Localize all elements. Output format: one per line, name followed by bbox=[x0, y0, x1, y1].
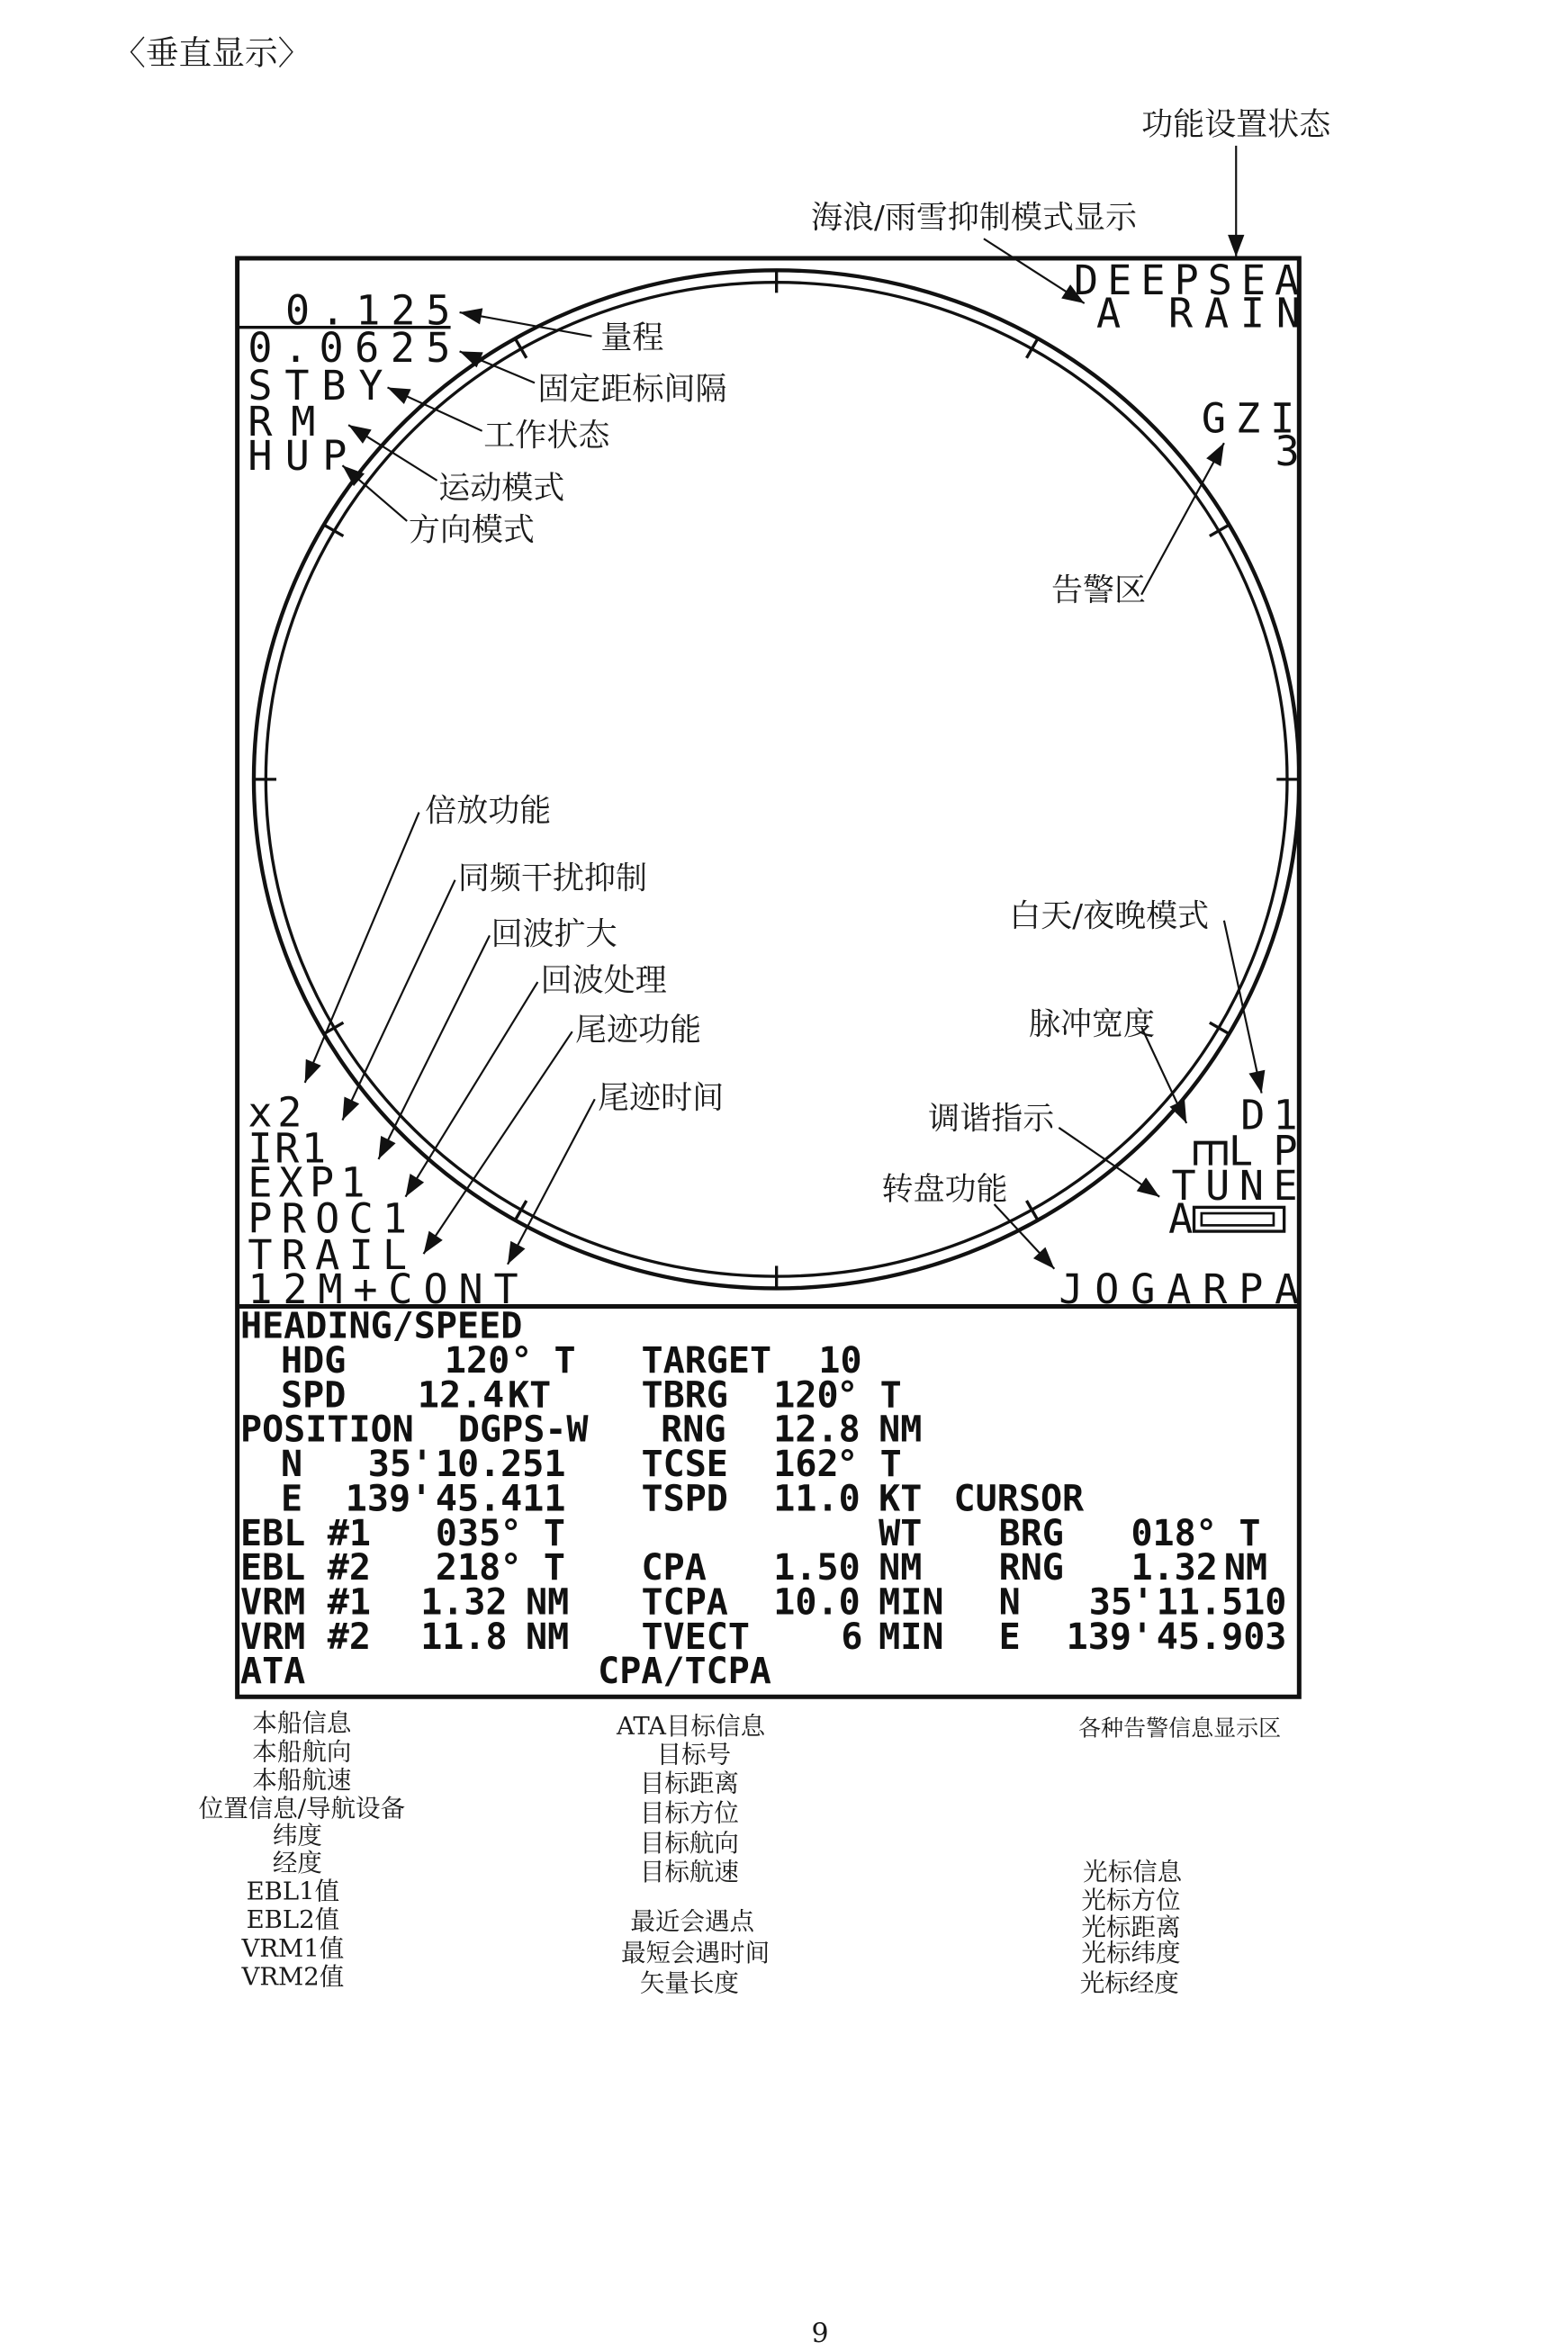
callout-alarm-zone: 告警区 bbox=[1051, 572, 1147, 609]
arrow-zoom-function bbox=[305, 813, 419, 1083]
legend-item: 本船航速 bbox=[252, 1766, 352, 1796]
ebl2-value: 218 bbox=[435, 1547, 501, 1589]
trng-unit: NM bbox=[879, 1409, 923, 1451]
vrm1-label: VRM bbox=[239, 1581, 306, 1624]
jog-dial-value: JOGARPA bbox=[1059, 1265, 1300, 1314]
motion-mode-value: RM bbox=[248, 397, 316, 446]
tuning-bar-level bbox=[1202, 1213, 1274, 1225]
bearing-ring-tick bbox=[516, 340, 527, 358]
legend-item: 位置信息/导航设备 bbox=[198, 1794, 406, 1823]
page-number: 9 bbox=[811, 2318, 829, 2350]
tvect-unit: MIN bbox=[879, 1616, 944, 1658]
legend-item: EBL1值 bbox=[246, 1877, 340, 1906]
own-lon-label: E bbox=[281, 1478, 303, 1520]
vrm1-index: #1 bbox=[327, 1581, 371, 1624]
callout-fixed-ring-interval: 固定距标间隔 bbox=[537, 370, 727, 408]
pulse-width-value: LP bbox=[1228, 1127, 1298, 1175]
legend-item: 目标航速 bbox=[639, 1857, 739, 1886]
bearing-ring-outer bbox=[254, 270, 1299, 1288]
arrow-echo-processing bbox=[406, 982, 538, 1197]
vrm1-value: 1.32 bbox=[420, 1581, 508, 1624]
cursor-brg-label: BRG bbox=[998, 1512, 1064, 1554]
trail-value: TRAIL bbox=[248, 1230, 408, 1279]
legend-item: VRM1值 bbox=[241, 1933, 345, 1963]
orientation-mode-value: HUP bbox=[248, 432, 347, 481]
callout-function-setting-status: 功能设置状态 bbox=[1141, 106, 1331, 144]
echo-stretch-value: EXP1 bbox=[248, 1158, 365, 1207]
bearing-ring-ticks bbox=[256, 272, 1298, 1287]
callout-echo-processing: 回波处理 bbox=[540, 962, 667, 1000]
legend-cursor bbox=[1080, 1858, 1183, 1997]
cursor-lon-min: 45.903 bbox=[1156, 1616, 1287, 1658]
bearing-ring-tick bbox=[1210, 526, 1228, 536]
page-heading: 〈垂直显示〉 bbox=[113, 33, 311, 73]
ebl1-unit: ° T bbox=[500, 1512, 565, 1554]
legend-item: ATA目标信息 bbox=[616, 1711, 766, 1741]
legend-target bbox=[616, 1712, 770, 1997]
tcse-unit: ° T bbox=[836, 1444, 902, 1486]
callout-clutter-mode-display: 海浪/雨雪抑制模式显示 bbox=[811, 199, 1138, 237]
hdg-value: 120 bbox=[444, 1339, 510, 1382]
tcse-value: 162 bbox=[773, 1444, 839, 1486]
cursor-brg-value: 018 bbox=[1131, 1512, 1196, 1554]
guard-zone-number: 3 bbox=[1275, 428, 1300, 476]
cursor-reference: WT bbox=[879, 1512, 923, 1554]
legend-item: 目标号 bbox=[656, 1740, 732, 1769]
tuning-bar-frame bbox=[1194, 1207, 1284, 1231]
tbrg-value: 120 bbox=[773, 1374, 839, 1417]
cpa-tcpa-label: CPA/TCPA bbox=[598, 1651, 771, 1693]
hdg-label: HDG bbox=[281, 1339, 347, 1382]
status-value: STBY bbox=[248, 361, 383, 410]
trail-time-value: 12M+CONT bbox=[248, 1265, 518, 1314]
vrm2-index: #2 bbox=[327, 1616, 371, 1658]
bearing-ring-tick bbox=[325, 526, 343, 536]
callout-zoom-function: 倍放功能 bbox=[425, 792, 552, 830]
tcpa-value: 10.0 bbox=[773, 1581, 861, 1624]
tspd-unit: KT bbox=[879, 1478, 923, 1520]
tcse-label: TCSE bbox=[641, 1444, 728, 1486]
tvect-label: TVECT bbox=[641, 1616, 751, 1658]
vrm2-unit: NM bbox=[526, 1616, 570, 1658]
legend-item: 最短会遇时间 bbox=[620, 1938, 770, 1967]
echo-processing-value: PROC1 bbox=[248, 1194, 408, 1243]
legend-item: 最近会遇点 bbox=[630, 1906, 755, 1936]
callout-orientation-mode: 方向模式 bbox=[408, 511, 535, 549]
cursor-lat-min: 11.510 bbox=[1156, 1581, 1287, 1624]
target-label: TARGET bbox=[641, 1339, 772, 1382]
vrm2-label: VRM bbox=[239, 1616, 306, 1658]
legend-alarm-area: 各种告警信息显示区 bbox=[1078, 1715, 1282, 1742]
callout-range: 量程 bbox=[600, 320, 664, 357]
interference-rejection-value: IR1 bbox=[248, 1124, 327, 1173]
ebl2-label: EBL bbox=[239, 1547, 306, 1589]
range-value: 0.125 bbox=[285, 286, 451, 335]
legend-item: 光标经度 bbox=[1079, 1968, 1179, 1998]
arrow-echo-stretch bbox=[378, 935, 489, 1159]
sea-clutter-mode: DEEPSEA bbox=[1074, 257, 1300, 304]
vrm2-value: 11.8 bbox=[420, 1616, 508, 1658]
ebl1-index: #1 bbox=[327, 1512, 371, 1554]
legend-item: 光标信息 bbox=[1083, 1857, 1183, 1886]
ebl2-index: #2 bbox=[327, 1547, 371, 1589]
legend-item: 光标方位 bbox=[1081, 1886, 1181, 1915]
cursor-rng-unit: NM bbox=[1223, 1547, 1268, 1589]
bearing-ring-tick bbox=[516, 1201, 527, 1219]
cursor-rng-value: 1.32 bbox=[1131, 1547, 1218, 1589]
cursor-rng-label: RNG bbox=[998, 1547, 1064, 1589]
bearing-ring-tick bbox=[1026, 1201, 1037, 1219]
ebl2-unit: ° T bbox=[500, 1547, 565, 1589]
tcpa-unit: MIN bbox=[879, 1581, 944, 1624]
cursor-lon-label: E bbox=[998, 1616, 1021, 1658]
legend-own-ship bbox=[199, 1709, 405, 1992]
bearing-ring-tick bbox=[1026, 340, 1037, 358]
legend-item: 本船信息 bbox=[252, 1708, 352, 1738]
callout-trail-function: 尾迹功能 bbox=[575, 1012, 702, 1049]
callout-interference-rejection: 同频干扰抑制 bbox=[457, 860, 648, 897]
legend-item: 目标方位 bbox=[639, 1798, 739, 1828]
tspd-label: TSPD bbox=[641, 1478, 728, 1520]
callout-trail-time: 尾迹时间 bbox=[598, 1079, 725, 1117]
trng-value: 12.8 bbox=[773, 1409, 861, 1451]
day-night-value: D1 bbox=[1240, 1091, 1298, 1139]
tvect-value: 6 bbox=[841, 1616, 863, 1658]
cursor-lon-deg: 139' bbox=[1066, 1616, 1154, 1658]
callout-jog-dial-function: 转盘功能 bbox=[881, 1171, 1008, 1209]
tune-mode: A bbox=[1168, 1194, 1194, 1243]
arrow-pulse-width bbox=[1141, 1027, 1186, 1123]
legend-item: 矢量长度 bbox=[639, 1968, 739, 1998]
spd-label: SPD bbox=[281, 1374, 347, 1417]
own-lon-deg: 139' bbox=[345, 1478, 433, 1520]
target-value: 10 bbox=[818, 1339, 862, 1382]
tcpa-label: TCPA bbox=[641, 1581, 728, 1624]
hdg-unit: ° T bbox=[510, 1339, 576, 1382]
tune-label: TUNE bbox=[1171, 1162, 1298, 1211]
trng-label: RNG bbox=[661, 1409, 726, 1451]
position-source: DGPS-W bbox=[457, 1409, 589, 1451]
callout-day-night-mode: 白天/夜晚模式 bbox=[1009, 897, 1210, 935]
legend-item: 经度 bbox=[272, 1848, 322, 1877]
arrow-clutter-mode bbox=[984, 239, 1085, 303]
cursor-lat-label: N bbox=[998, 1581, 1021, 1624]
legend-item: 目标距离 bbox=[639, 1769, 739, 1798]
arrow-tuning-indicator bbox=[1059, 1128, 1159, 1197]
own-lat-deg: 35' bbox=[367, 1444, 434, 1486]
heading-speed-label: HEADING/SPEED bbox=[239, 1305, 523, 1347]
cpa-value: 1.50 bbox=[773, 1547, 861, 1589]
cursor-label: CURSOR bbox=[953, 1478, 1085, 1520]
own-lon-min: 45.411 bbox=[435, 1478, 566, 1520]
legend-item: 本船航向 bbox=[252, 1737, 352, 1767]
cpa-label: CPA bbox=[641, 1547, 707, 1589]
callout-tuning-indicator: 调谐指示 bbox=[928, 1100, 1055, 1138]
ata-label: ATA bbox=[239, 1651, 306, 1693]
cursor-brg-unit: ° T bbox=[1195, 1512, 1261, 1554]
tbrg-label: TBRG bbox=[641, 1374, 728, 1417]
zoom-value: x2 bbox=[248, 1088, 302, 1137]
legend-item: 目标航向 bbox=[639, 1829, 739, 1859]
guard-zone-label: GZI bbox=[1201, 394, 1295, 443]
legend-item: EBL2值 bbox=[246, 1905, 340, 1935]
ring-interval-value: 0.0625 bbox=[248, 324, 451, 373]
bearing-ring-tick bbox=[1210, 1022, 1228, 1033]
ebl1-value: 035 bbox=[435, 1512, 501, 1554]
cpa-unit: NM bbox=[879, 1547, 923, 1589]
bearing-ring-inner bbox=[266, 283, 1287, 1276]
callout-echo-stretch: 回波扩大 bbox=[491, 915, 617, 953]
tbrg-unit: ° T bbox=[836, 1374, 902, 1417]
callout-pulse-width: 脉冲宽度 bbox=[1028, 1005, 1156, 1043]
arrow-interference-rejection bbox=[342, 880, 455, 1121]
callout-operating-status: 工作状态 bbox=[483, 417, 610, 455]
own-lat-min: 10.251 bbox=[435, 1444, 566, 1486]
vrm1-unit: NM bbox=[526, 1581, 570, 1624]
tspd-value: 11.0 bbox=[773, 1478, 861, 1520]
own-ship-data bbox=[240, 1306, 589, 1693]
legend-item: 光标纬度 bbox=[1081, 1938, 1181, 1967]
cursor-lat-deg: 35' bbox=[1088, 1581, 1155, 1624]
position-label: POSITION bbox=[239, 1409, 414, 1451]
own-lat-label: N bbox=[281, 1444, 303, 1486]
spd-unit: KT bbox=[507, 1374, 552, 1417]
legend-item: 光标距离 bbox=[1081, 1913, 1181, 1942]
arrow-trail-function bbox=[424, 1031, 572, 1254]
rain-clutter-mode: A RAIN bbox=[1096, 289, 1301, 338]
callout-motion-mode: 运动模式 bbox=[438, 469, 565, 507]
legend-item: VRM2值 bbox=[241, 1962, 345, 1992]
spd-value: 12.4 bbox=[417, 1374, 505, 1417]
ebl1-label: EBL bbox=[239, 1512, 306, 1554]
legend-item: 纬度 bbox=[272, 1821, 322, 1850]
